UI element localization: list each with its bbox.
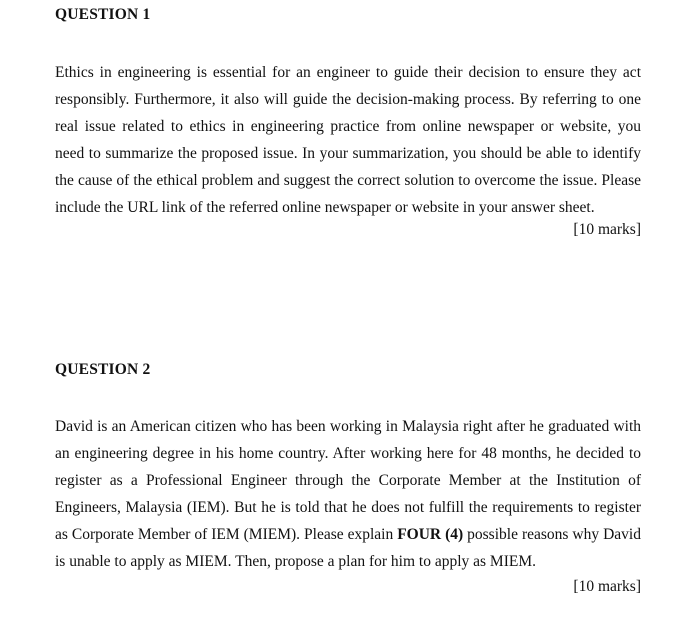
- question-1-line: Ethics in engineering is essential for an engineer to guide their decision to ensure they act: [55, 64, 641, 81]
- question-2-line: Engineers, Malaysia (IEM). But he is told that he does not fulfill the requirements to register: [55, 499, 641, 516]
- question-1-heading: QUESTION 1: [55, 6, 151, 23]
- question-2-heading: QUESTION 2: [55, 361, 151, 378]
- question-1-marks: [10 marks]: [573, 221, 641, 238]
- question-2-body: [55, 413, 641, 575]
- question-1-line: real issue related to ethics in engineering practice from online newspaper or website, you: [55, 118, 641, 135]
- question-2-line: is unable to apply as MIEM. Then, propose a plan for him to apply as MIEM.: [55, 553, 536, 570]
- question-2-line5-end: possible reasons why David: [463, 526, 641, 543]
- question-2-line: register as a Professional Engineer through the Corporate Member at the Institution of: [55, 472, 641, 489]
- question-2-line: an engineering degree in his home country. After working here for 48 months, he decided to: [55, 445, 641, 462]
- question-2-line5-start: as Corporate Member of IEM (MIEM). Please explain: [55, 526, 398, 543]
- question-2-line: David is an American citizen who has been working in Malaysia right after he graduated with: [55, 418, 641, 435]
- question-2-emphasis: FOUR (4): [397, 526, 464, 543]
- question-1-line: the cause of the ethical problem and suggest the correct solution to overcome the issue. Please: [55, 172, 641, 189]
- question-1-line: need to summarize the proposed issue. In your summarization, you should be able to identify: [55, 145, 641, 162]
- question-1-body: [55, 59, 641, 221]
- question-2-line: [55, 521, 641, 548]
- question-1-line: responsibly. Furthermore, it also will guide the decision-making process. By referring to one: [55, 91, 641, 108]
- question-1-line: include the URL link of the referred online newspaper or website in your answer sheet.: [55, 199, 595, 216]
- question-2-marks: [10 marks]: [573, 578, 641, 595]
